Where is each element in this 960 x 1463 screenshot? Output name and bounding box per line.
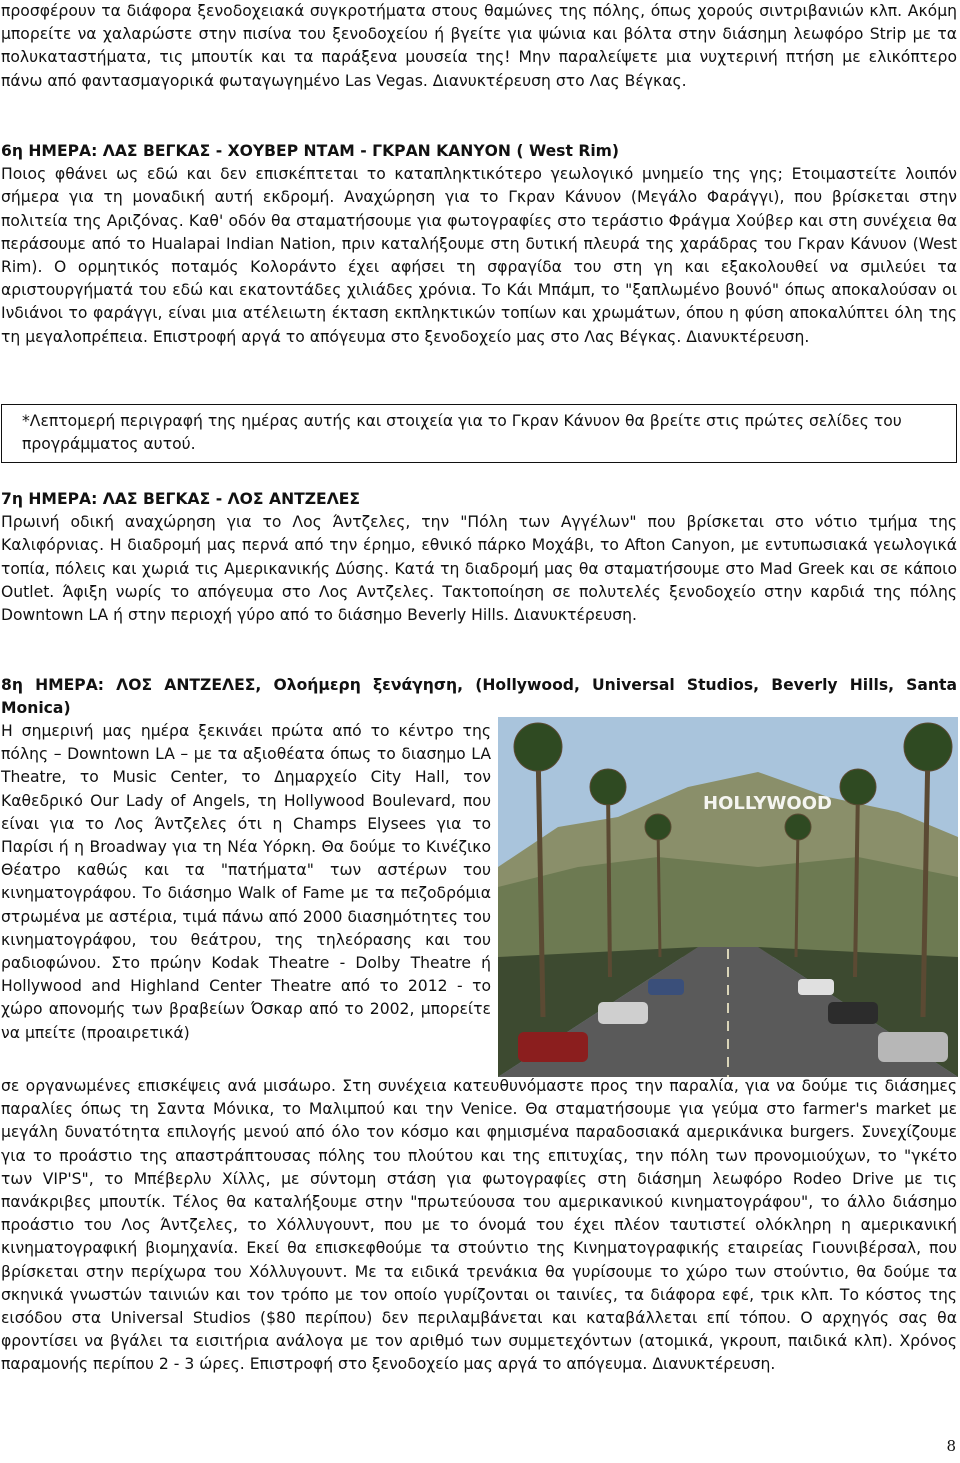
day7-text: Πρωινή οδική αναχώρηση για το Λος Άντζελες, την "Πόλη των Αγγέλων" που βρίσκεται στο νότιο τμήμα της Καλιφόρνιας. Η διαδρομή μας περνά από την έρημο, εθνικό πάρκο Μοχάβι, το Afton Canyon, με εντυπωσιακά γεωλογικά τοπία, πόλεις και χωριά τις Αμερικανικής Δύσης. Κατά τη διαδρομή μας θα σταματήσουμε στο Mad Greek και σε κάποιο Outlet. Άφιξη νωρίς το απόγευμα στο Λος Αντζελες. Τακτοποίηση σε πολυτελές ξενοδοχείο στην καρδιά της πόλης Downtown LA ή στην περιοχή γύρο από το διάσημο Beverly Hills. Διανυκτέρευση.	[1, 513, 957, 625]
day8-heading: 8η ΗΜΕΡΑ: ΛΟΣ ΑΝΤΖΕΛΕΣ, Ολοήμερη ξενάγηση, (Hollywood, Universal Studios, Beverly Hills, Santa Monica)	[1, 676, 957, 718]
note-text: *Λεπτομερή περιγραφή της ημέρας αυτής και στοιχεία για το Γκραν Κάνυον θα βρείτε στις πρώτες σελίδες του προγράμματος αυτού.	[22, 412, 902, 454]
page-number: 8	[946, 1437, 956, 1455]
hollywood-street-photo	[498, 717, 958, 1077]
intro-paragraph	[1, 0, 957, 93]
day7-section	[1, 488, 957, 627]
note-box	[1, 404, 957, 463]
day6-section	[1, 140, 957, 349]
day6-heading: 6η ΗΜΕΡΑ: ΛΑΣ ΒΕΓΚΑΣ - ΧΟΥΒΕΡ ΝΤΑΜ - ΓΚΡΑΝ ΚΑΝΥΟΝ ( West Rim)	[1, 142, 620, 160]
day6-text: Ποιος φθάνει ως εδώ και δεν επισκέπτεται το καταπληκτικότερο γεωλογικό μνημείο της γης; Ετοιμαστείτε λοιπόν σήμερα για τη μοναδική αυτή εκδρομή. Αναχώρηση για το Γκραν Κάνυον (Μεγάλο Φαράγγι), που βρίσκεται στην πολιτεία της Αριζόνας. Καθ' οδόν θα σταματήσουμε για φωτογραφίες στο τεράστιο Φράγμα Χούβερ και στη συνέχεια θα περάσουμε από το Hualapai Indian Nation, πριν καταλήξουμε στη δυτική πλευρά της χαράδρας του Γκραν Κάνυον (West Rim). Ο ορμητικός ποταμός Κολοράντο έχει αφήσει τη σφραγίδα του στη γη και εξακολουθεί να σμιλεύει τα αριστουργήματά του εδώ και εκατοντάδες χιλιάδες χρόνια. Το Κάι Μπάμπ, το "ξαπλωμένο βουνό" όπως αποκαλούσαν οι Ινδιάνοι το φαράγγι, είναι μια ατέλειωτη έκταση εκπληκτικών τοπίων και χρωμάτων, όπου η φύση αποκαλύπτει όλη της τη μεγαλοπρέπεια. Επιστροφή αργά το απόγευμα στο ξενοδοχείο μας στο Λας Βέγκας. Διανυκτέρευση.	[1, 165, 957, 346]
day8-full-width-text	[1, 1075, 957, 1377]
day8-section	[1, 674, 957, 720]
day7-heading: 7η ΗΜΕΡΑ: ΛΑΣ ΒΕΓΚΑΣ - ΛΟΣ ΑΝΤΖΕΛΕΣ	[1, 490, 361, 508]
photo-sign-text: HOLLYWOOD	[703, 793, 832, 814]
day8-full-text: σε οργανωμένες επισκέψεις ανά μισάωρο. Στη συνέχεια κατευθυνόμαστε προς την παραλία, για να δούμε τις διάσημες παραλίες όπως τη Σαντα Μόνικα, το Μαλιμπού και την Venice. Θα σταματήσουμε για γεύμα στο farmer's market με μεγάλη δυνατότητα επιλογής μενού από όλο τον κόσμο και φημισμένα παραδοσιακά αμερικάνικα burgers. Συνεχίζουμε για το προάστιο της απαστράπτουσας πόλης του πλούτου και της επιτυχίας, την πόλη των προνομιούχων, το "γκέτο των VIP'S", το Μπέβερλυ Χίλλς, με σύντομη στάση για φωτογραφίες στη διάσημη λεωφόρο Rodeo Drive με τις πανάκριβες μπουτίκ. Τέλος θα καταλήξουμε στην "πρωτεύουσα του αμερικανικού κινηματογράφου", το άλλο διάσημο προάστιο του Λος Άντζελες, το Χόλλυγουντ, που με το όνομά του έχει πλέον ταυτιστεί ολόκληρη η αμερικανική κινηματογραφική βιομηχανία. Εκεί θα επισκεφθούμε τα στούντιο της Κινηματογραφικής εταιρείας Γιουνιβέρσαλ, που βρίσκεται στην περίχωρα του Χόλλυγουντ. Με τα ειδικά τρενάκια θα γυρίσουμε το χώρο των στούντιο, θα δούμε τα σκηνικά γνωστών ταινιών και τον τρόπο με τον οποίο γυρίζονται οι ταινίες, τα διάφορα εφέ, τρικ κλπ. Το κόστος της εισόδου στα Universal Studios ($80 περίπου) δεν περιλαμβάνεται και καταβάλλεται επί τόπου. Ο αρχηγός σας θα φροντίσει να βγάλει τα εισιτήρια ανάλογα με τον αριθμό των συμμετεχόντων (ατομικά, γκρουπ, παιδικά κλπ). Χρόνος παραμονής περίπου 2 - 3 ώρες. Επιστροφή στο ξενοδοχείο μας αργά το απόγευμα. Διανυκτέρευση.	[1, 1077, 957, 1374]
day8-wrapped-column	[1, 720, 491, 1045]
intro-text: προσφέρουν τα διάφορα ξενοδοχειακά συγκροτήματα στους θαμώνες της πόλης, όπως χορούς σιντριβανιών κλπ. Ακόμη μπορείτε να χαλαρώστε στην πισίνα του ξενοδοχείου ή βγείτε για ψώνια και βόλτα στην διάσημη λεωφόρο Strip με τα πολυκαταστήματα, τις μπουτίκ και τα παράξενα μουσεία της! Μην παραλείψετε μια νυχτερινή πτήση με ελικόπτερο πάνω από φαντασμαγορικά φωταγωγημένο Las Vegas. Διανυκτέρευση στο Λας Βέγκας.	[1, 2, 957, 90]
day8-wrapped-text: Η σημερινή μας ημέρα ξεκινάει πρώτα από το κέντρο της πόλης – Downtown LA – με τα αξιοθέατα όπως το διασημο LA Theatre, το Music Center, το Δημαρχείο City Hall, τον Καθεδρικό Our Lady of Angels, τη Hollywood Boulevard, που είναι για το Λος Άντζελες ότι η Champs Elysees για το Παρίσι ή η Broadway για τη Νέα Υόρκη. Θα δούμε το Κινέζικο Θέατρο καθώς και τα "πατήματα" των αστέρων του κινηματογράφου. Το διάσημο Walk of Fame με τα πεζοδρόμια στρωμένα με αστέρια, τιμά πάνω από 2000 διασημότητες του κινηματογράφου, του θεάτρου, της τηλεόρασης και του ραδιοφώνου. Στο πρώην Kodak Theatre - Dolby Theatre ή Hollywood and Highland Center Theatre από το 2012 - το χώρο απονομής των βραβείων Όσκαρ από το 2002, μπορείτε να μπείτε (προαιρετικά)	[1, 722, 491, 1042]
hollywood-street-illustration	[498, 717, 958, 1077]
